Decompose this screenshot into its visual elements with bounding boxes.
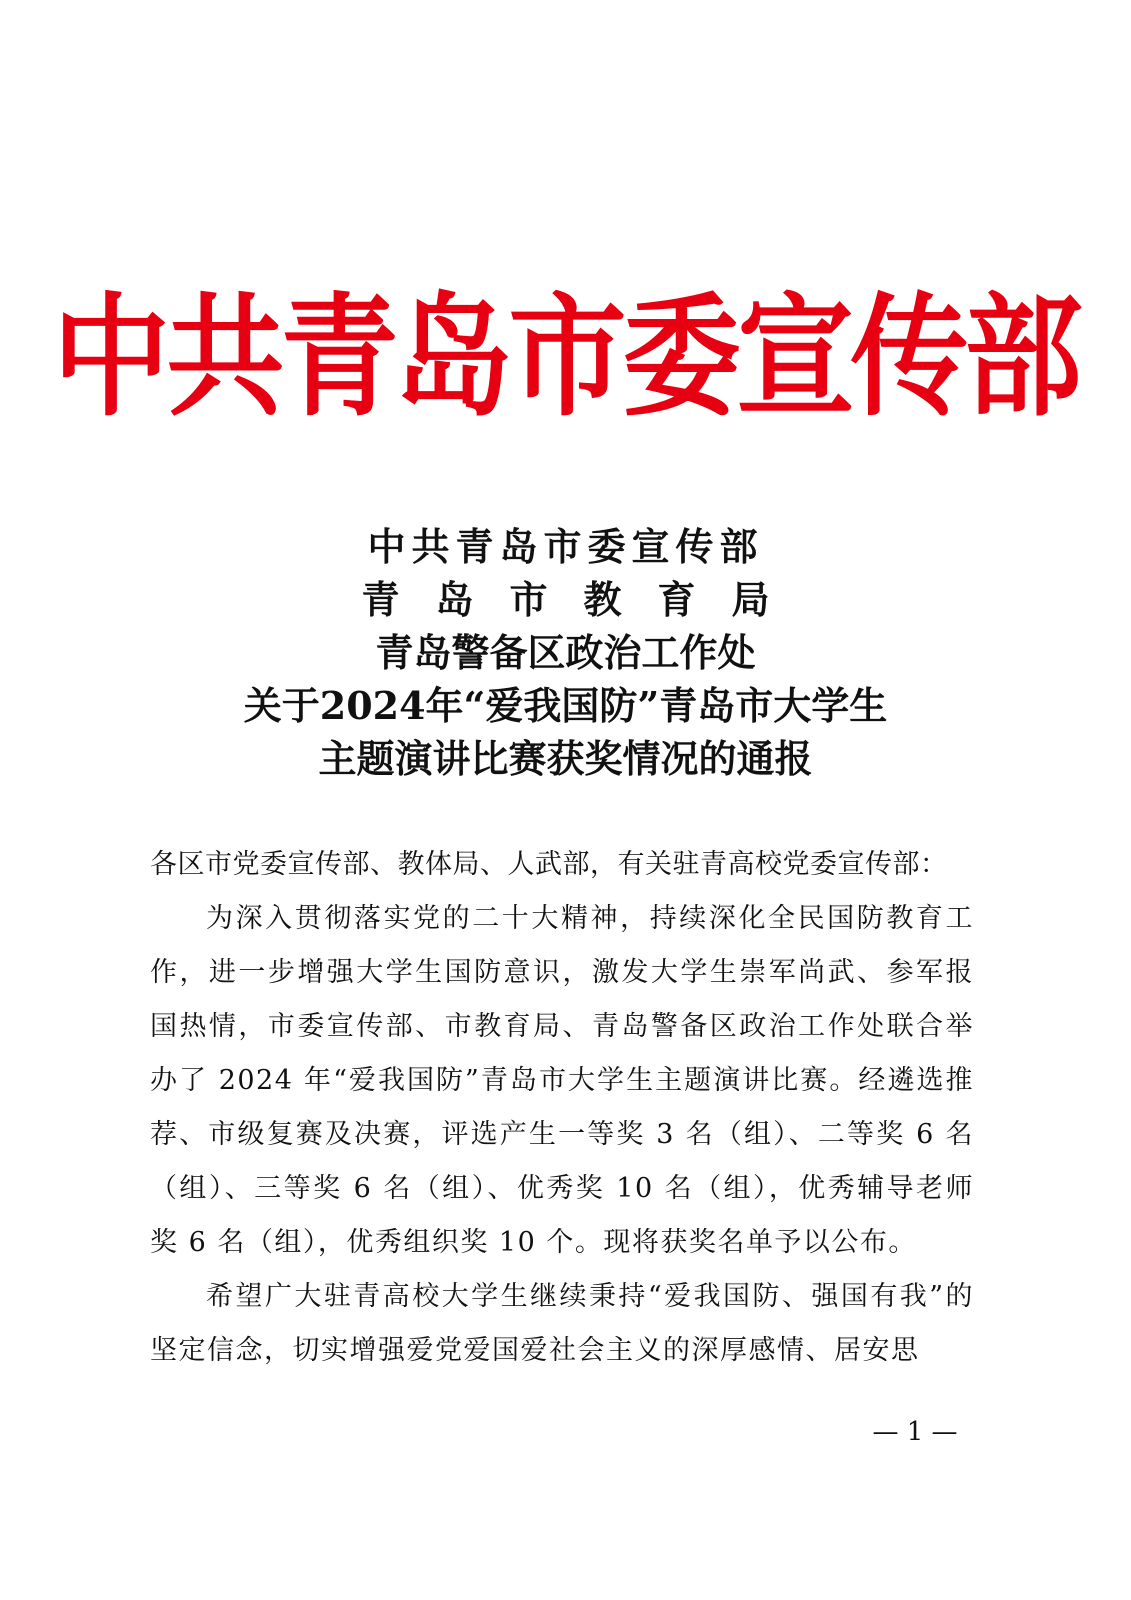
masthead-text: 中共青岛市委宣传部 xyxy=(52,279,1079,435)
document-body xyxy=(150,838,974,1378)
document-title xyxy=(0,520,1131,785)
title-subject-line-2: 主题演讲比赛获奖情况的通报 xyxy=(318,736,813,781)
salutation: 各区市党委宣传部、教体局、人武部，有关驻青高校党委宣传部： xyxy=(150,849,948,880)
title-issuer-education-bureau: 青岛市教育局 xyxy=(361,577,806,622)
masthead-red-header xyxy=(0,279,1131,435)
title-subject-line-1: 关于2024年“爱我国防”青岛市大学生 xyxy=(243,683,888,728)
body-paragraph-2: 希望广大驻青高校大学生继续秉持“爱我国防、强国有我”的坚定信念，切实增强爱党爱国爱社会主义的深厚感情、居安思 xyxy=(150,1281,974,1366)
page-number: — 1 — xyxy=(872,1417,958,1447)
body-paragraph-1: 为深入贯彻落实党的二十大精神，持续深化全民国防教育工作，进一步增强大学生国防意识，激发大学生崇军尚武、参军报国热情，市委宣传部、市教育局、青岛警备区政治工作处联合举办了 2024 年“爱我国防”青岛市大学生主题演讲比赛。经遴选推荐、市级复赛及决赛，评选产生一等奖 3 名（组）、二等奖 6 名（组）、三等奖 6 名（组）、优秀奖 10 名（组），优秀辅导老师奖 6 名（组），优秀组织奖 10 个。现将获奖名单予以公布。 xyxy=(150,903,974,1258)
title-issuer-garrison-political-office: 青岛警备区政治工作处 xyxy=(375,630,756,675)
title-issuer-propaganda-dept: 中共青岛市委宣传部 xyxy=(367,524,764,569)
